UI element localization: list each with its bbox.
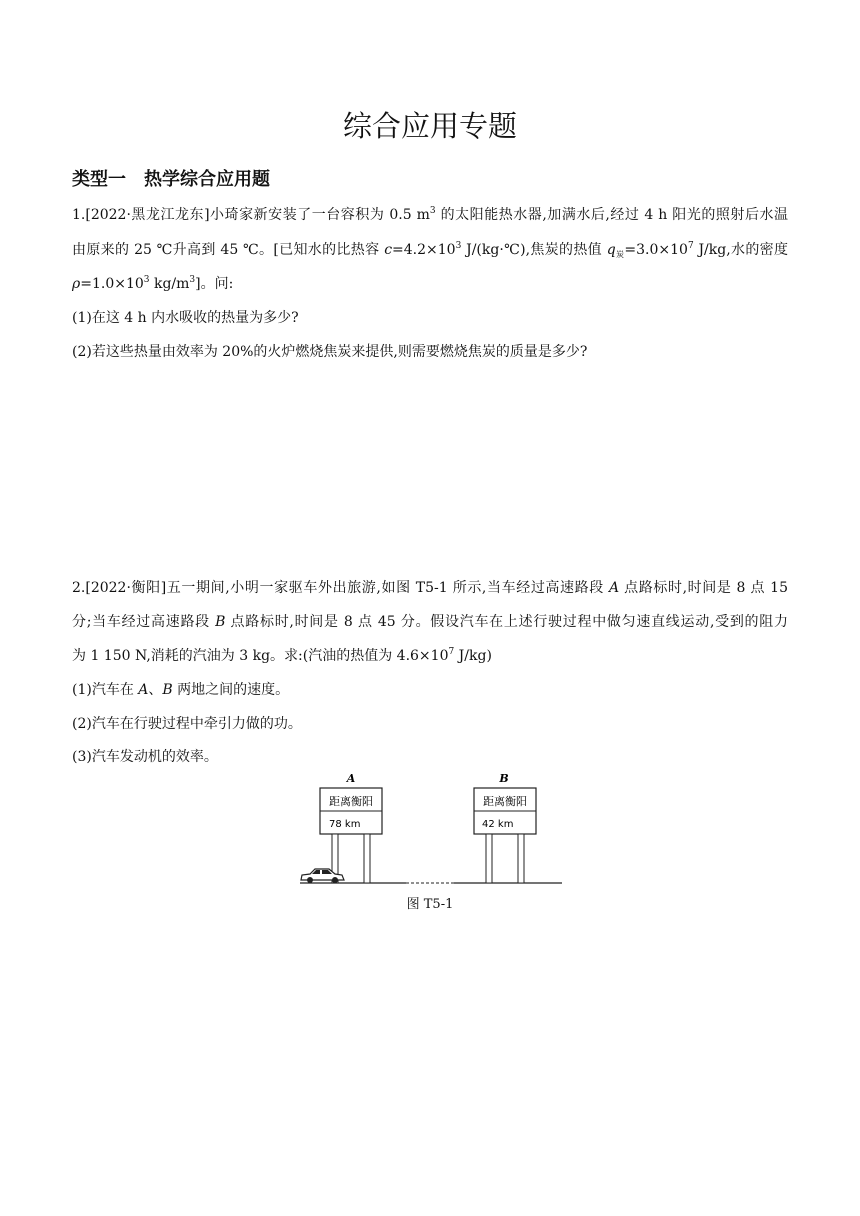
q1-text: 的太阳能热水器,加满水后,经过 4 h 阳光的照射后水温 (435, 207, 788, 223)
q1-symbol-rho: ρ (72, 276, 81, 292)
q1-text: =4.2×10 (392, 242, 456, 258)
q1-text: =1.0×10 (80, 276, 144, 292)
q2-subquestion-3: (3)汽车发动机的效率。 (72, 749, 218, 765)
q1-symbol-c: c (384, 242, 393, 258)
q2-sup: 7 (448, 647, 455, 657)
page-title: 综合应用专题 (342, 109, 517, 143)
q2-text: 点路标时,时间是 8 点 45 分。假设汽车在上述行驶过程中做匀速直线运动,受到的阻力 (225, 614, 788, 630)
q2-point-b: B (162, 682, 173, 698)
q1-text: J/kg,水的密度 (693, 242, 788, 258)
sign-b-letter: B (499, 772, 509, 785)
q1-text: ]。问: (195, 276, 234, 292)
sign-a-post-right (364, 834, 370, 883)
q2-text: J/kg) (454, 648, 492, 664)
q1-line-3 (72, 274, 233, 294)
sign-b-distance: 42 km (482, 819, 514, 830)
q2-point-a: A (608, 580, 620, 596)
q2-text: 为 1 150 N,消耗的汽油为 3 kg。求:(汽油的热值为 4.6×10 (72, 648, 449, 664)
sign-a-place: 距离衡阳 (329, 795, 373, 808)
q1-subquestion-2: (2)若这些热量由效率为 20%的火炉燃烧焦炭来提供,则需要燃烧焦炭的质量是多少? (72, 344, 588, 360)
figure-caption: 图 T5-1 (406, 897, 454, 912)
q1-sup: 3 (143, 275, 150, 285)
q2-line-1 (72, 578, 788, 598)
q2-text: 、 (148, 682, 163, 698)
q1-sup: 3 (429, 206, 436, 216)
sign-a-distance: 78 km (329, 819, 361, 830)
q2-text: 两地之间的速度。 (172, 682, 290, 698)
q2-text: 2.[2022·衡阳]五一期间,小明一家驱车外出旅游,如图 T5-1 所示,当车经过高速路段 (72, 580, 609, 596)
sign-b-place: 距离衡阳 (483, 795, 527, 808)
q2-point-b: B (215, 614, 226, 630)
q1-text: 由原来的 25 ℃升高到 45 ℃。[已知水的比热容 (72, 242, 385, 258)
q2-line-3 (72, 646, 492, 666)
q1-symbol-q: q (606, 242, 616, 258)
road-sign-diagram (296, 768, 566, 893)
q2-line-2 (72, 612, 788, 632)
q1-sub: 炭 (615, 250, 625, 259)
section-heading: 类型一 热学综合应用题 (72, 169, 270, 190)
q1-sup: 3 (455, 241, 462, 251)
q2-text: (1)汽车在 (72, 682, 139, 698)
sign-b-post-left (486, 834, 492, 883)
q1-text: 1.[2022·黑龙江龙东]小琦家新安装了一台容积为 0.5 m (72, 207, 430, 223)
q1-text: =3.0×10 (624, 242, 688, 258)
q2-text: 分;当车经过高速路段 (72, 614, 216, 630)
q1-line-2 (72, 240, 788, 260)
q1-text: kg/m (149, 276, 190, 292)
q2-subquestion-2: (2)汽车在行驶过程中牵引力做的功。 (72, 716, 302, 732)
figure-road-signs (296, 768, 566, 893)
sign-a-letter: A (346, 772, 356, 785)
q2-subquestion-1 (72, 680, 289, 700)
sign-b-post-right (518, 834, 524, 883)
q2-text: 点路标时,时间是 8 点 15 (619, 580, 788, 596)
q1-sup: 3 (189, 275, 196, 285)
q1-line-1 (72, 205, 788, 225)
q1-sup: 7 (687, 241, 694, 251)
q2-point-a: A (138, 682, 149, 698)
q1-text: J/(kg·℃),焦炭的热值 (461, 242, 607, 258)
q1-subquestion-1: (1)在这 4 h 内水吸收的热量为多少? (72, 310, 299, 326)
